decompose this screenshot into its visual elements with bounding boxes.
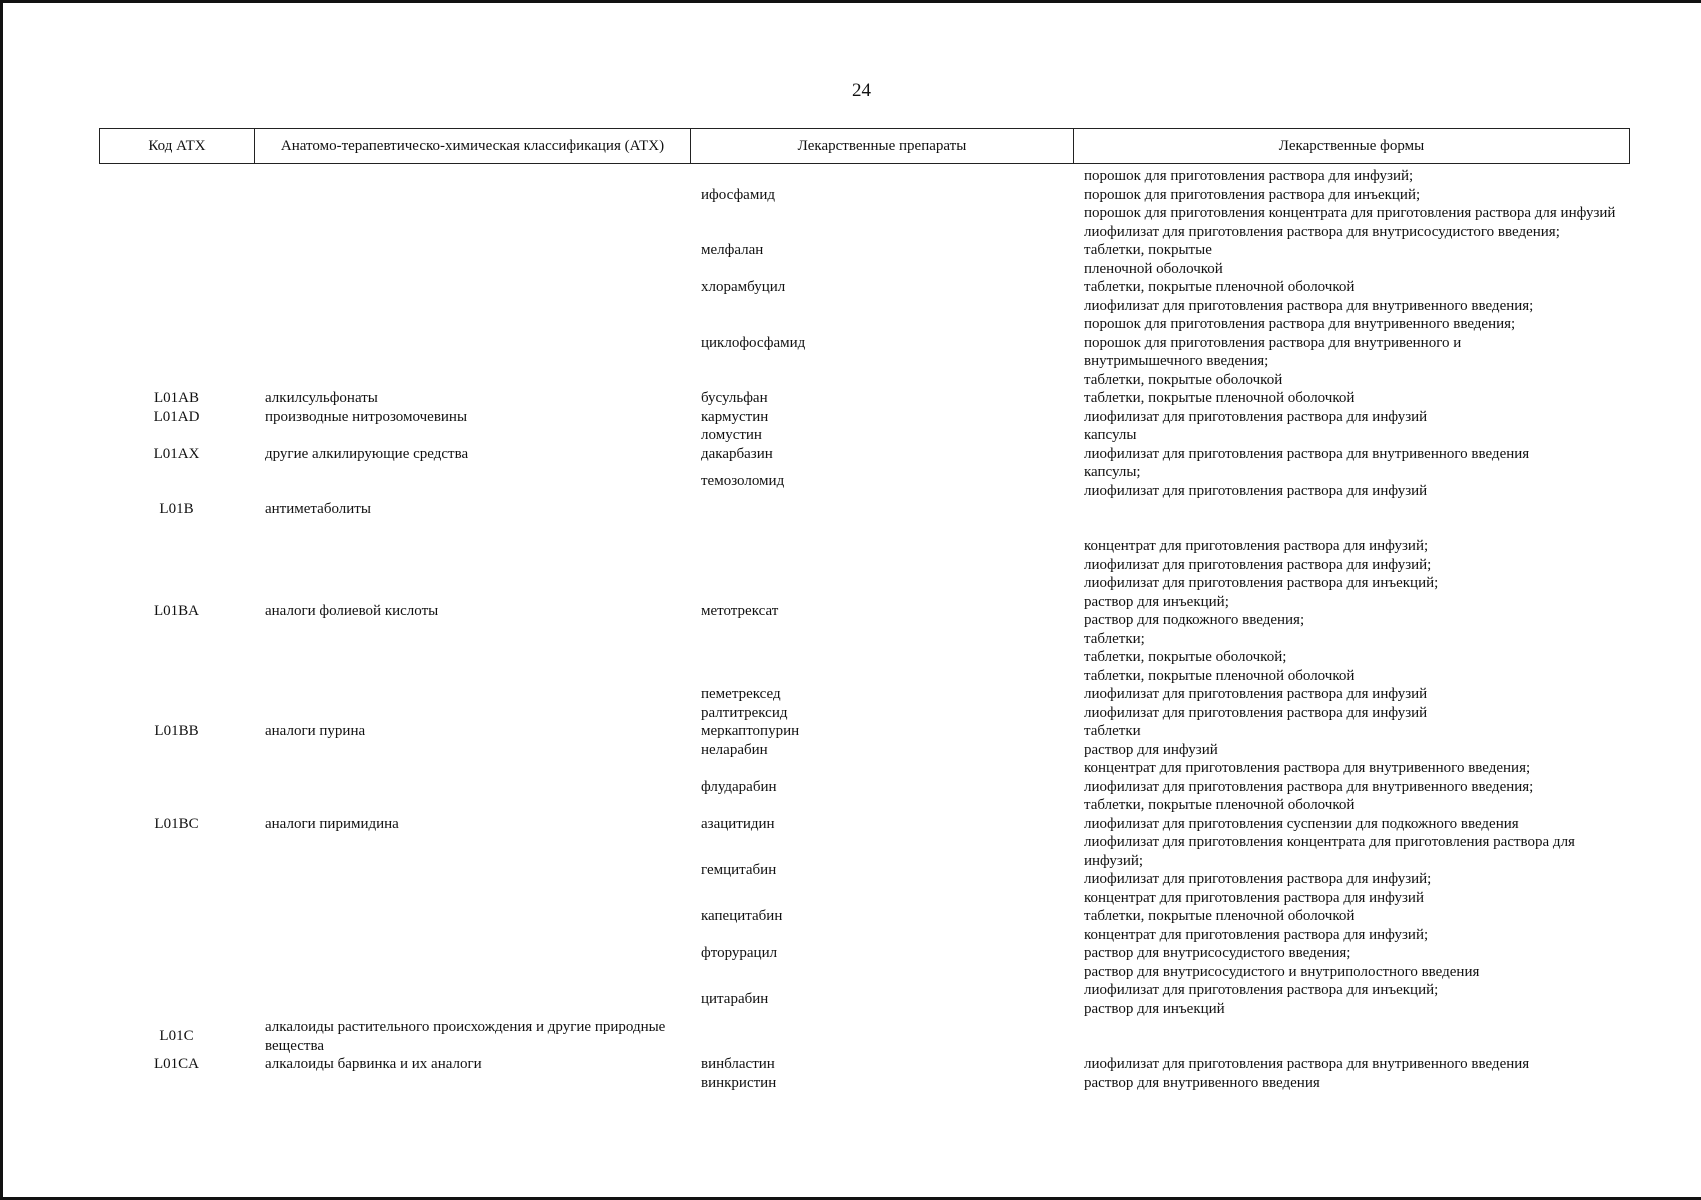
atc-code (99, 426, 254, 445)
dosage-form-item: порошок для приготовления раствора для инъекций; (1084, 186, 1421, 203)
dosage-form-item: лиофилизат для приготовления концентрата для приготовления раствора для инфузий; (1084, 834, 1575, 869)
dosage-forms (1073, 685, 1630, 704)
atc-classification (254, 926, 690, 982)
atc-classification (254, 685, 690, 704)
dosage-form-item: лиофилизат для приготовления раствора для инфузий (1084, 482, 1428, 499)
dosage-form-item: концентрат для приготовления раствора для инфузий; (1084, 538, 1429, 554)
dosage-form-item: концентрат для приготовления раствора для инфузий (1084, 889, 1424, 906)
drug-name: темозоломид (701, 473, 785, 490)
atc-code: L01B (159, 501, 194, 517)
dosage-forms (1073, 389, 1630, 408)
atc-classification (254, 463, 690, 500)
dosage-form-item: таблетки, покрытые оболочкой; (1084, 649, 1287, 665)
drug-name: хлорамбуцил (701, 279, 786, 295)
atc-code (99, 704, 254, 723)
atc-classification (254, 167, 690, 223)
dosage-form-item: лиофилизат для приготовления раствора для инъекций; (1084, 982, 1439, 998)
page-border-left (0, 0, 3, 1200)
dosage-forms (1073, 537, 1630, 685)
table-row (99, 297, 1630, 390)
dosage-forms (1073, 907, 1630, 926)
table-row (99, 1074, 1630, 1093)
table-row (99, 389, 1630, 408)
drug-name (690, 500, 1073, 519)
atc-classification: алкалоиды растительного происхождения и другие природные вещества (265, 1019, 666, 1054)
page-border-top (0, 0, 1701, 3)
atc-classification (254, 907, 690, 926)
drug-table (99, 167, 1630, 1092)
dosage-form-item: лиофилизат для приготовления раствора для внутривенного введения (1084, 445, 1530, 462)
dosage-forms (1073, 278, 1630, 297)
drug-name: гемцитабин (701, 861, 777, 878)
table-header (99, 128, 1630, 164)
dosage-form-item: раствор для инфузий (1084, 741, 1218, 758)
dosage-forms (1073, 167, 1630, 223)
dosage-form-item: порошок для приготовления раствора для внутривенного и (1084, 334, 1462, 351)
table-row (99, 981, 1630, 1018)
dosage-form-item: лиофилизат для приготовления раствора для инфузий (1084, 704, 1428, 721)
drug-name: винбластин (701, 1056, 775, 1072)
atc-code: L01BA (154, 602, 199, 619)
dosage-forms (1073, 759, 1630, 815)
table-row (99, 537, 1630, 685)
atc-code (99, 907, 254, 926)
dosage-forms (1073, 981, 1630, 1018)
atc-classification (254, 759, 690, 815)
dosage-form-item: лиофилизат для приготовления раствора для внутрисосудистого введения; (1084, 223, 1560, 240)
dosage-forms (1073, 463, 1630, 500)
dosage-form-item: лиофилизат для приготовления раствора для внутривенного введения (1084, 1056, 1530, 1072)
table-row (99, 833, 1630, 907)
atc-classification: другие алкилирующие средства (265, 445, 469, 462)
dosage-form-item: таблетки, покрытые оболочкой (1084, 371, 1283, 388)
atc-code (99, 1074, 254, 1093)
atc-classification (254, 426, 690, 445)
atc-classification (254, 1074, 690, 1093)
atc-code (99, 297, 254, 390)
dosage-form-item: концентрат для приготовления раствора для инфузий; (1084, 926, 1429, 943)
drug-name: метотрексат (701, 602, 779, 619)
dosage-forms (1073, 223, 1630, 279)
dosage-forms (1073, 704, 1630, 723)
drug-name: флударабин (701, 778, 777, 795)
table-row (99, 1018, 1630, 1055)
dosage-forms (1073, 833, 1630, 907)
dosage-form-item: порошок для приготовления раствора для внутривенного введения; (1084, 316, 1516, 332)
table-row (99, 278, 1630, 297)
table-row (99, 704, 1630, 723)
atc-classification (254, 223, 690, 279)
dosage-form-item: лиофилизат для приготовления раствора для внутривенного введения; (1084, 297, 1534, 314)
table-row (99, 223, 1630, 279)
atc-code (99, 981, 254, 1018)
atc-classification: аналоги пурина (265, 723, 366, 739)
atc-code: L01BC (154, 815, 199, 832)
dosage-form-item: раствор для инъекций; (1084, 593, 1229, 610)
dosage-forms (1073, 500, 1630, 519)
drug-name: ифосфамид (701, 186, 775, 203)
dosage-form-item: лиофилизат для приготовления суспензии для подкожного введения (1084, 815, 1519, 832)
dosage-forms (1073, 297, 1630, 390)
table-row (99, 759, 1630, 815)
dosage-form-item: таблетки, покрытые пленочной оболочкой (1084, 667, 1355, 684)
drug-name: азацитидин (701, 815, 775, 832)
header-code: Код АТХ (100, 129, 255, 163)
dosage-forms (1073, 722, 1630, 741)
drug-name: пеметрексед (701, 686, 781, 702)
atc-classification (254, 704, 690, 723)
dosage-form-item: раствор для внутривенного введения (1084, 1074, 1320, 1091)
dosage-form-item: раствор для инъекций (1084, 1000, 1225, 1017)
dosage-form-item: капсулы; (1084, 464, 1141, 480)
drug-name: цитарабин (701, 991, 769, 1008)
dosage-form-item: лиофилизат для приготовления раствора для инфузий; (1084, 871, 1432, 887)
drug-name: бусульфан (701, 390, 768, 406)
atc-classification: алкилсульфонаты (265, 390, 378, 406)
atc-code: L01AB (154, 390, 199, 406)
dosage-forms (1073, 1074, 1630, 1093)
atc-classification: аналоги пиримидина (265, 815, 399, 832)
dosage-forms (1073, 1018, 1630, 1055)
atc-code (99, 167, 254, 223)
drug-name: ралтитрексид (701, 704, 788, 721)
dosage-form-item: таблетки, покрытые пленочной оболочкой (1084, 279, 1355, 295)
atc-classification (254, 741, 690, 760)
atc-classification: антиметаболиты (265, 501, 371, 517)
drug-name: ломустин (701, 427, 762, 443)
atc-classification (254, 833, 690, 907)
atc-code (99, 759, 254, 815)
table-row (99, 722, 1630, 741)
dosage-forms (1073, 445, 1630, 464)
drug-name: дакарбазин (701, 445, 773, 462)
dosage-forms (1073, 408, 1630, 427)
header-drugs: Лекарственные препараты (691, 129, 1074, 163)
atc-classification (254, 981, 690, 1018)
table-row (99, 685, 1630, 704)
table-row (99, 408, 1630, 427)
table-row (99, 500, 1630, 519)
atc-classification: алкалоиды барвинка и их аналоги (265, 1056, 482, 1072)
atc-classification: производные нитрозомочевины (265, 408, 468, 425)
drug-name: меркаптопурин (701, 723, 800, 739)
row-spacer (99, 519, 1630, 538)
dosage-form-item: пленочной оболочкой (1084, 260, 1223, 277)
dosage-form-item: лиофилизат для приготовления раствора для инфузий (1084, 408, 1428, 425)
header-forms: Лекарственные формы (1278, 137, 1425, 154)
drug-name: неларабин (701, 741, 768, 758)
table-row (99, 1055, 1630, 1074)
atc-code (99, 926, 254, 982)
dosage-form-item: лиофилизат для приготовления раствора для инфузий (1084, 686, 1428, 702)
atc-code: L01CA (154, 1056, 199, 1072)
table-row (99, 907, 1630, 926)
atc-code (99, 223, 254, 279)
drug-name: циклофосфамид (701, 334, 806, 351)
drug-name: мелфалан (701, 242, 764, 258)
header-classification: Анатомо-терапевтическо-химическая классификация (АТХ) (255, 129, 691, 163)
atc-code: L01C (159, 1028, 194, 1045)
dosage-form-item: внутримышечного введения; (1084, 353, 1269, 369)
drug-name (690, 1018, 1073, 1055)
drug-name: винкристин (701, 1074, 777, 1091)
drug-name: фторурацил (701, 945, 778, 961)
table-row (99, 426, 1630, 445)
table-row (99, 445, 1630, 464)
dosage-forms (1073, 1055, 1630, 1074)
table-row (99, 926, 1630, 982)
dosage-form-item: порошок для приготовления концентрата для приготовления раствора для инфузий (1084, 205, 1616, 221)
atc-code (99, 741, 254, 760)
drug-name: кармустин (701, 408, 769, 425)
dosage-forms (1073, 926, 1630, 982)
dosage-forms (1073, 426, 1630, 445)
dosage-form-item: концентрат для приготовления раствора для внутривенного введения; (1084, 760, 1531, 776)
atc-code (99, 278, 254, 297)
dosage-form-item: раствор для внутрисосудистого введения; (1084, 945, 1351, 961)
drug-name: капецитабин (701, 908, 783, 924)
dosage-form-item: таблетки (1084, 723, 1141, 739)
dosage-form-item: лиофилизат для приготовления раствора для внутривенного введения; (1084, 778, 1534, 795)
dosage-form-item: порошок для приготовления раствора для инфузий; (1084, 168, 1414, 184)
dosage-form-item: капсулы (1084, 427, 1137, 443)
atc-classification: аналоги фолиевой кислоты (265, 602, 439, 619)
dosage-form-item: лиофилизат для приготовления раствора для инъекций; (1084, 575, 1439, 591)
dosage-form-item: таблетки, покрытые (1084, 242, 1212, 258)
atc-code: L01AD (153, 408, 200, 425)
table-body (99, 167, 1630, 1092)
table-row (99, 815, 1630, 834)
atc-code: L01BB (154, 723, 199, 739)
atc-code: L01AX (153, 445, 200, 462)
atc-code (99, 463, 254, 500)
dosage-form-item: раствор для подкожного введения; (1084, 612, 1305, 628)
dosage-form-item: таблетки, покрытые пленочной оболочкой (1084, 797, 1355, 813)
dosage-forms (1073, 815, 1630, 834)
table-row (99, 741, 1630, 760)
dosage-form-item: таблетки, покрытые пленочной оболочкой (1084, 390, 1355, 406)
atc-classification (254, 297, 690, 390)
dosage-form-item: лиофилизат для приготовления раствора для инфузий; (1084, 556, 1432, 573)
atc-code (99, 833, 254, 907)
atc-classification (254, 278, 690, 297)
dosage-forms (1073, 741, 1630, 760)
atc-code (99, 685, 254, 704)
table-row (99, 167, 1630, 223)
dosage-form-item: раствор для внутрисосудистого и внутриполостного введения (1084, 963, 1480, 980)
table-row (99, 463, 1630, 500)
dosage-form-item: таблетки, покрытые пленочной оболочкой (1084, 908, 1355, 924)
dosage-form-item: таблетки; (1084, 630, 1145, 647)
page-number: 24 (852, 80, 871, 101)
